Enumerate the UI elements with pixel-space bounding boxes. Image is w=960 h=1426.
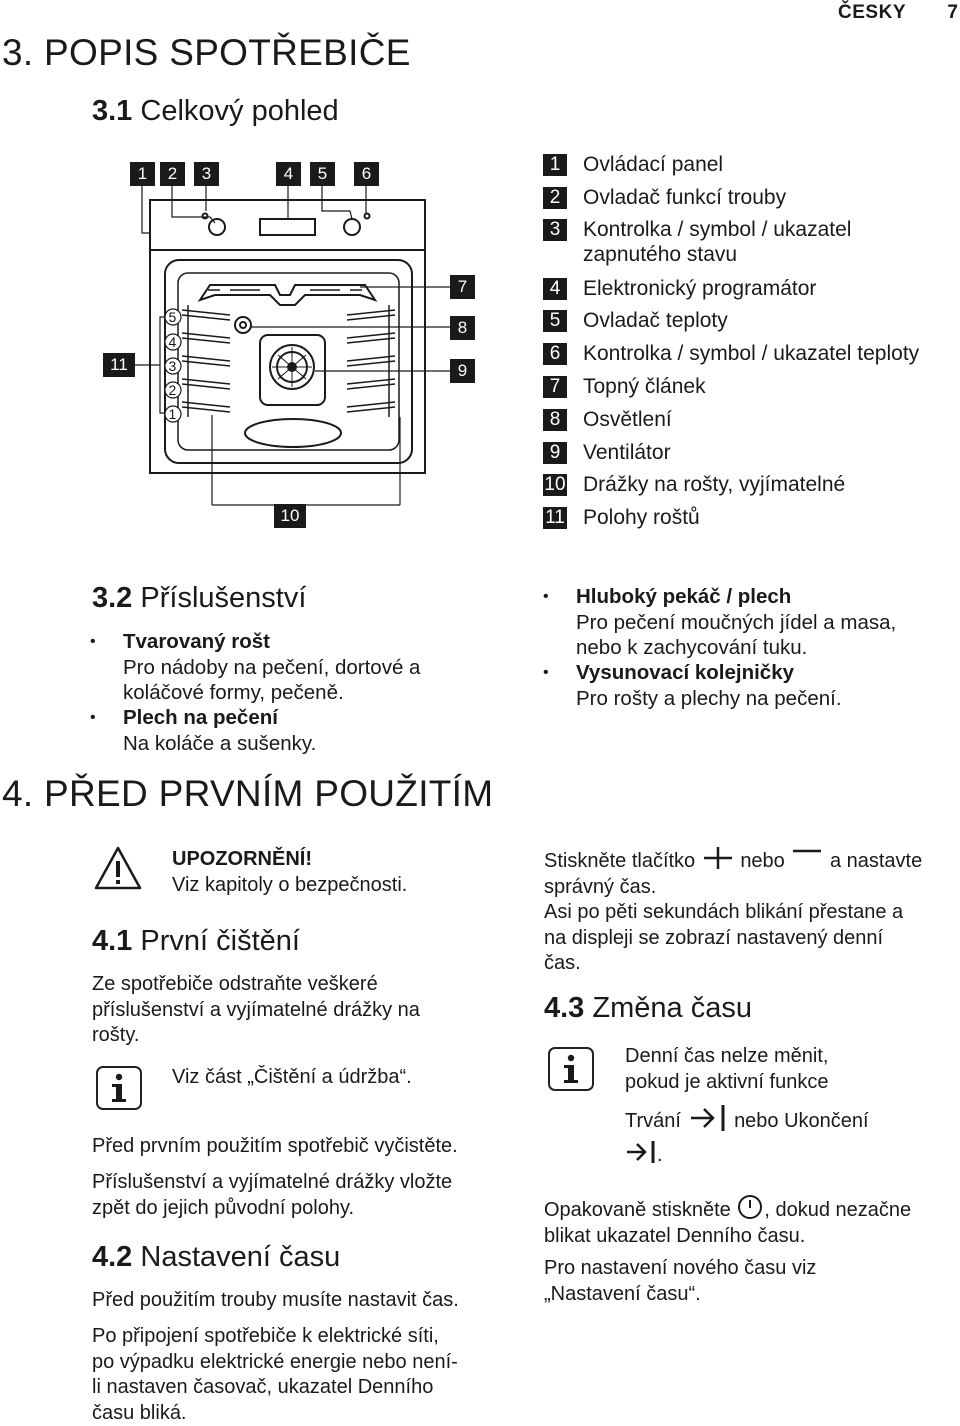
section-4-1-heading (92, 925, 300, 958)
section-3-title: 3. POPIS SPOTŘEBIČE (2, 32, 411, 73)
section-4-3-heading (544, 992, 752, 1025)
legend-item (543, 505, 700, 531)
rack-level-5: 5 (168, 309, 177, 325)
accessory-desc: Pro pečení moučných jídel a masa, (576, 610, 897, 634)
legend-item (543, 185, 786, 211)
callout-6: 6 (354, 162, 379, 186)
programmer-display (260, 219, 315, 235)
callout-7: 7 (450, 275, 475, 299)
rack-level-1: 1 (168, 406, 177, 422)
section-number: 4.3 (544, 992, 585, 1024)
accessory-desc: Pro nádoby na pečení, dortové a (123, 655, 421, 679)
bullet-icon: • (90, 633, 96, 650)
power-on-paragraph: Po připojení spotřebiče k elektrické síti, po výpadku elektrické energie nebo není- li nastaven časovač, ukazatel Denního času bliká. (92, 1325, 458, 1424)
legend-number: 1 (543, 154, 567, 176)
legend-text: Ovladač funkcí trouby (583, 186, 787, 209)
accessory-item (543, 660, 842, 711)
legend-number: 8 (543, 409, 567, 431)
callout-5: 5 (310, 162, 335, 186)
accessory-title: Plech na pečení (123, 706, 278, 729)
section-number: 4.1 (92, 925, 133, 957)
oven-diagram (100, 155, 490, 540)
callout-1: 1 (130, 162, 155, 186)
press-button-paragraph: Stiskněte tlačítko nebo a nastavte správný čas. Asi po pěti sekundách blikání přestane a na displeji se zobrazí nastavený denní čas. (544, 845, 954, 977)
left-rack-rails (182, 305, 230, 417)
callout-2: 2 (160, 162, 185, 186)
accessory-desc: Na koláče a sušenky. (123, 731, 317, 755)
section-3-2-heading (92, 582, 306, 615)
warning-icon (93, 845, 143, 891)
legend-number: 2 (543, 187, 567, 209)
bullet-icon: • (543, 588, 549, 605)
accessory-desc: nebo k zachycování tuku. (576, 636, 808, 659)
legend-text: Elektronický programátor (583, 277, 817, 300)
heating-element (200, 285, 375, 305)
callout-9: 9 (450, 359, 475, 383)
legend-number: 9 (543, 442, 567, 464)
legend-item (543, 440, 671, 466)
section-4-2-heading (92, 1241, 340, 1274)
legend-number: 4 (543, 278, 567, 300)
section-title: Celkový pohled (140, 95, 339, 127)
lamp (235, 317, 251, 333)
bottom-plate (245, 419, 341, 447)
legend-text: Kontrolka / symbol / ukazatel zapnutého stavu (583, 218, 852, 266)
warning-title: UPOZORNĚNÍ! (172, 848, 312, 870)
legend-item (543, 308, 728, 334)
callout-10: 10 (274, 504, 306, 528)
rack-level-2: 2 (168, 382, 177, 398)
bullet-icon: • (543, 664, 549, 681)
legend-item (543, 217, 851, 269)
legend-item (543, 374, 706, 400)
legend-item (543, 152, 723, 178)
section-number: 3.2 (92, 582, 133, 614)
callout-4: 4 (276, 162, 301, 186)
rack-level-4: 4 (168, 334, 177, 350)
new-time-paragraph: Pro nastavení nového času viz „Nastavení času“. (544, 1257, 817, 1305)
plus-button-icon (701, 845, 735, 871)
cleaning-paragraph: Ze spotřebiče odstraňte veškeré příslušenství a vyjímatelné drážky na rošty. (92, 973, 420, 1046)
clock-button-icon (736, 1193, 764, 1221)
bullet-icon: • (90, 709, 96, 726)
legend-text: Ventilátor (583, 441, 671, 464)
legend-text: Topný článek (583, 375, 706, 398)
end-time-icon (625, 1139, 657, 1165)
legend-number: 6 (543, 343, 567, 365)
accessory-item (90, 705, 317, 756)
legend-text: Ovladač teploty (583, 309, 728, 332)
legend-text: Ovládací panel (583, 153, 724, 176)
legend-text: Kontrolka / symbol / ukazatel teploty (583, 342, 920, 365)
callout-3: 3 (194, 162, 219, 186)
clean-before-use-text: Před prvním použitím spotřebič vyčistěte. (92, 1135, 458, 1157)
knob-left (209, 219, 225, 235)
section-number: 4.2 (92, 1241, 133, 1273)
legend-number: 11 (543, 507, 567, 529)
legend-text: Polohy roštů (583, 506, 700, 529)
section-title: Nastavení času (140, 1241, 341, 1273)
legend-text: Osvětlení (583, 408, 672, 431)
accessory-title: Hluboký pekáč / plech (576, 585, 792, 608)
page-number: 7 (947, 2, 958, 23)
warning-text: Viz kapitoly o bezpečnosti. (172, 873, 408, 896)
rack-level-3: 3 (168, 358, 177, 374)
reinsert-paragraph: Příslušenství a vyjímatelné drážky vložte zpět do jejich původní polohy. (92, 1171, 453, 1219)
accessory-desc: koláčové formy, pečeně. (123, 681, 344, 704)
legend-number: 10 (544, 474, 566, 495)
section-4-title: 4. PŘED PRVNÍM POUŽITÍM (2, 773, 494, 814)
accessory-item (543, 584, 897, 661)
legend-item (543, 407, 672, 433)
oven-cavity (165, 260, 412, 463)
accessory-desc: Pro rošty a plechy na pečení. (576, 686, 842, 710)
callout-8: 8 (450, 316, 475, 340)
duration-icon (687, 1103, 729, 1133)
legend-number: 3 (543, 219, 567, 241)
warning-block (172, 847, 407, 898)
legend-item (543, 276, 816, 302)
legend-item (543, 341, 919, 367)
accessory-title: Vysunovací kolejničky (576, 661, 795, 684)
section-number: 3.1 (92, 95, 133, 127)
info-icon (96, 1066, 142, 1110)
minus-button-icon (790, 845, 824, 871)
legend-number: 7 (543, 376, 567, 398)
knob-right (344, 219, 360, 235)
section-3-1-heading (92, 95, 339, 128)
time-change-info: Denní čas nelze měnit, pokud je aktivní funkce Trvání nebo Ukončení . (625, 1045, 869, 1166)
repeat-press-paragraph: Opakovaně stiskněte , dokud nezačne blikat ukazatel Denního času. (544, 1193, 959, 1249)
section-title: Změna času (592, 992, 752, 1024)
accessory-title: Tvarovaný rošt (123, 630, 270, 653)
info-icon (548, 1047, 594, 1091)
right-rack-rails (347, 305, 395, 417)
legend-number: 5 (543, 310, 567, 332)
callout-11: 11 (103, 353, 135, 377)
legend-item (543, 472, 845, 498)
set-time-text: Před použitím trouby musíte nastavit čas. (92, 1289, 459, 1311)
section-title: Příslušenství (140, 582, 307, 614)
accessory-item (90, 629, 421, 706)
info-text: Viz část „Čištění a údržba“. (172, 1066, 412, 1088)
section-title: První čištění (140, 925, 300, 957)
header-language: ČESKY (838, 2, 906, 23)
legend-text: Drážky na rošty, vyjímatelné (583, 473, 846, 496)
